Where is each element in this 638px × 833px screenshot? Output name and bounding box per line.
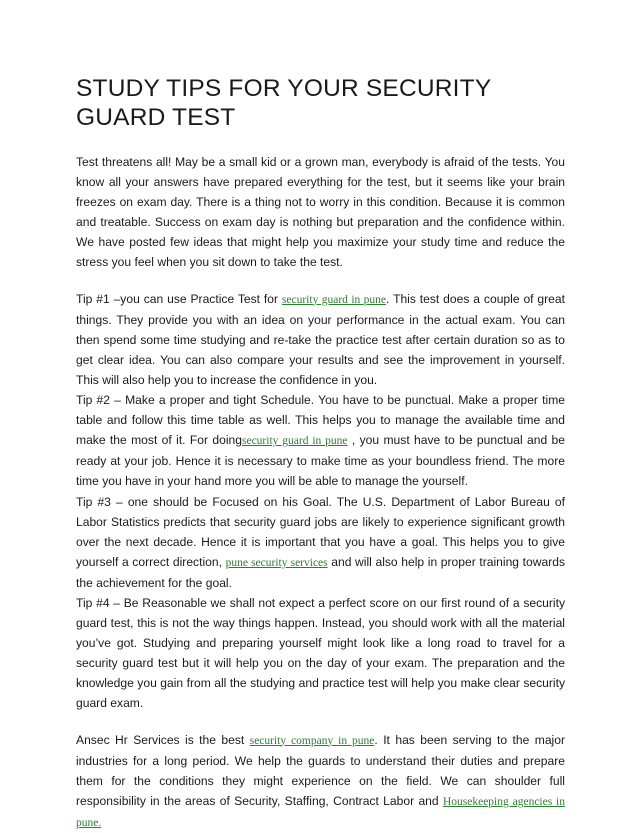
tip-2-link[interactable]: security guard in pune — [242, 435, 348, 448]
tip-1-text: Tip #1 –you can use Practice Test for — [76, 291, 282, 306]
closing-text: Ansec Hr Services is the best — [76, 732, 250, 747]
closing-paragraph — [76, 730, 565, 833]
closing-text-middle: . It has been serving to the major industries for a long period. We help the guards to understand their duties and prepare them for the conditions they might experience on the field. We can shoulder full responsibility in the areas of Security, Staffing, Contract Labor and — [76, 732, 565, 808]
tip-2-paragraph — [76, 390, 565, 491]
tip-4-paragraph: Tip #4 – Be Reasonable we shall not expect a perfect score on our first round of a security guard test, this is not the way things happen. Instead, you should work with all the material you’ve got. Studying and preparing yourself might look like a long road to travel for a security guard test but it will help you on the day of your exam. The preparation and the knowledge you gain from all the studying and practice test will help you make clear security guard exam. — [76, 595, 565, 711]
tip-1-link[interactable]: security guard in pune — [281, 293, 387, 306]
tip-2-text-rest: , you must have to be punctual and be ready at your job. Hence it is necessary to make time as your boundless friend. The more time you have in your hand more you will be able to manage the yourself. — [76, 433, 565, 489]
tip-3-text: Tip #3 – one should be Focused on his Goal. The U.S. Department of Labor Bureau of Labor Statistics predicts that security guard jobs are likely to experience significant growth over the next decade. Hence it is important that you have a goal. This helps you to give yourself a correct direction, — [76, 494, 565, 569]
tip-2-text: Tip #2 – Make a proper and tight Schedule. You have to be punctual. Make a proper time table and follow this time table as well. This helps you to manage the available time and make the most of it. For doing — [76, 393, 565, 448]
tip-3-paragraph — [76, 492, 565, 593]
tip-3-text-rest: and will also help in proper training towards the achievement for the goal. — [76, 554, 565, 590]
housekeeping-link[interactable]: Housekeeping agencies in pune. — [76, 795, 565, 829]
company-link[interactable]: security company in pune — [249, 734, 375, 747]
tip-3-link[interactable]: pune security services — [225, 556, 328, 569]
intro-paragraph: Test threatens all! May be a small kid or a grown man, everybody is afraid of the tests. You know all your answers have prepared everything for the test, but it seems like your brain freezes on exam day. There is a thing not to worry in this condition. Because it is common and treatable. Success on exam day is nothing but preparation and the confidence within. We have posted few ideas that might help you maximize your study time and reduce the stress you feel when you sit down to take the test. — [76, 155, 565, 270]
tip-1-text-rest: . This test does a couple of great things. They provide you with an idea on your performance in the actual exam. You can then spend some time studying and re-take the practice test after certain duration so as to get clear idea. You can also compare your results and see the improvement in yourself. This will also help you to increase the confidence in you. — [76, 291, 565, 387]
page-title: STUDY TIPS FOR YOUR SECURITY GUARD TEST — [76, 75, 491, 131]
tip-1-paragraph — [76, 289, 565, 390]
